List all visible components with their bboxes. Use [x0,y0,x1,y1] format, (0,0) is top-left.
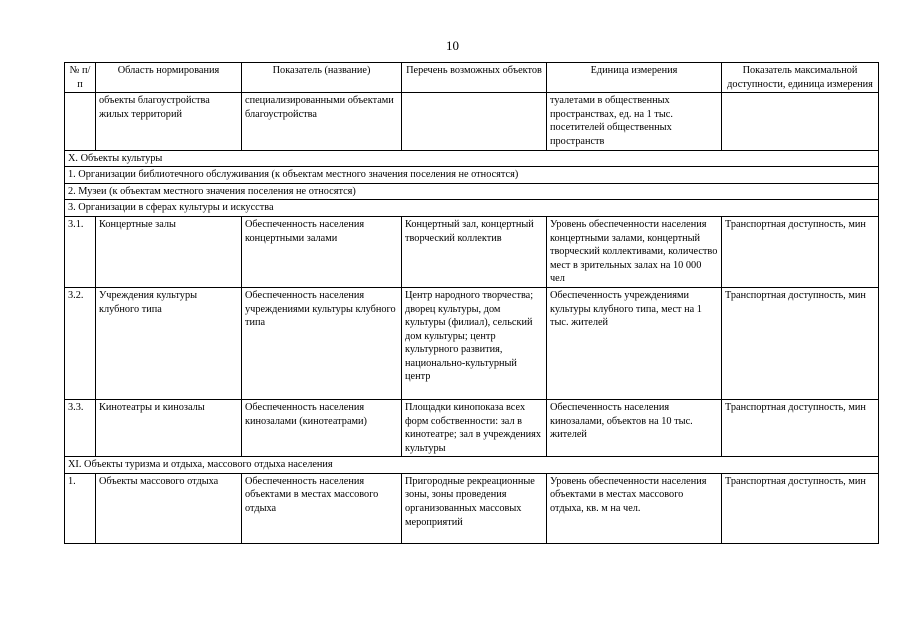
section-title: 1. Организации библиотечного обслуживания (к объектам местного значения поселения не относятся) [65,167,879,184]
header-number: № п/п [65,63,96,93]
table-row [65,216,879,287]
table-cell: Обеспеченность населения кинозалами, объектов на 10 тыс. жителей [547,399,722,456]
table-cell: 3.3. [65,399,96,456]
table-cell [402,93,547,150]
table-row [65,93,879,150]
table-cell: 3.1. [65,216,96,287]
table-cell: Обеспеченность учреждениями культуры клубного типа, мест на 1 тыс. жителей [547,287,722,399]
table-row [65,473,879,543]
section-row [65,167,879,184]
table-cell: Центр народного творчества; дворец культуры, дом культуры (филиал), сельский дом культуры; центр культурного развития, национально-культурный центр [402,287,547,399]
table-row [65,399,879,456]
table-cell: Уровень обеспеченности населения объектами в местах массового отдыха, кв. м на чел. [547,473,722,543]
table-cell: Транспортная доступность, мин [722,473,879,543]
table-cell: объекты благоустройства жилых территорий [96,93,242,150]
table-row [65,287,879,399]
section-row [65,457,879,474]
header-indicator: Показатель (название) [242,63,402,93]
table-cell: Транспортная доступность, мин [722,216,879,287]
table-cell: Объекты массового отдыха [96,473,242,543]
table-body [65,93,879,544]
table-cell: Обеспеченность населения кинозалами (кинотеатрами) [242,399,402,456]
page-number: 10 [446,38,459,53]
section-title: 2. Музеи (к объектам местного значения поселения не относятся) [65,183,879,200]
section-row [65,200,879,217]
section-title: X. Объекты культуры [65,150,879,167]
table-cell: Обеспеченность населения объектами в местах массового отдыха [242,473,402,543]
table-cell: 1. [65,473,96,543]
table-cell: специализированными объектами благоустройства [242,93,402,150]
section-title: 3. Организации в сферах культуры и искусства [65,200,879,217]
table-cell: Концертные залы [96,216,242,287]
table-cell: Пригородные рекреационные зоны, зоны проведения организованных массовых мероприятий [402,473,547,543]
header-area: Область нормирования [96,63,242,93]
table-cell: Концертный зал, концертный творческий коллектив [402,216,547,287]
section-row [65,150,879,167]
table-cell: Транспортная доступность, мин [722,287,879,399]
table-cell: туалетами в общественных пространствах, ед. на 1 тыс. посетителей общественных пространств [547,93,722,150]
table-cell: Учреждения культуры клубного типа [96,287,242,399]
header-unit: Единица измерения [547,63,722,93]
table-header-row [65,63,879,93]
table-cell [65,93,96,150]
table-cell [722,93,879,150]
section-row [65,183,879,200]
table-cell: Кинотеатры и кинозалы [96,399,242,456]
table-cell: Уровень обеспеченности населения концертными залами, концертный творческий коллективами, количество мест в зрительных залах на 10 000 чел [547,216,722,287]
table-cell: Обеспеченность населения учреждениями культуры клубного типа [242,287,402,399]
table-cell: Обеспеченность населения концертными залами [242,216,402,287]
table-cell: Площадки кинопоказа всех форм собственности: зал в кинотеатре; зал в учреждениях культуры [402,399,547,456]
table-cell: Транспортная доступность, мин [722,399,879,456]
header-objects: Перечень возможных объектов [402,63,547,93]
header-accessibility: Показатель максимальной доступности, единица измерения [722,63,879,93]
norms-table [64,62,879,544]
table-cell: 3.2. [65,287,96,399]
section-title: XI. Объекты туризма и отдыха, массового отдыха населения [65,457,879,474]
